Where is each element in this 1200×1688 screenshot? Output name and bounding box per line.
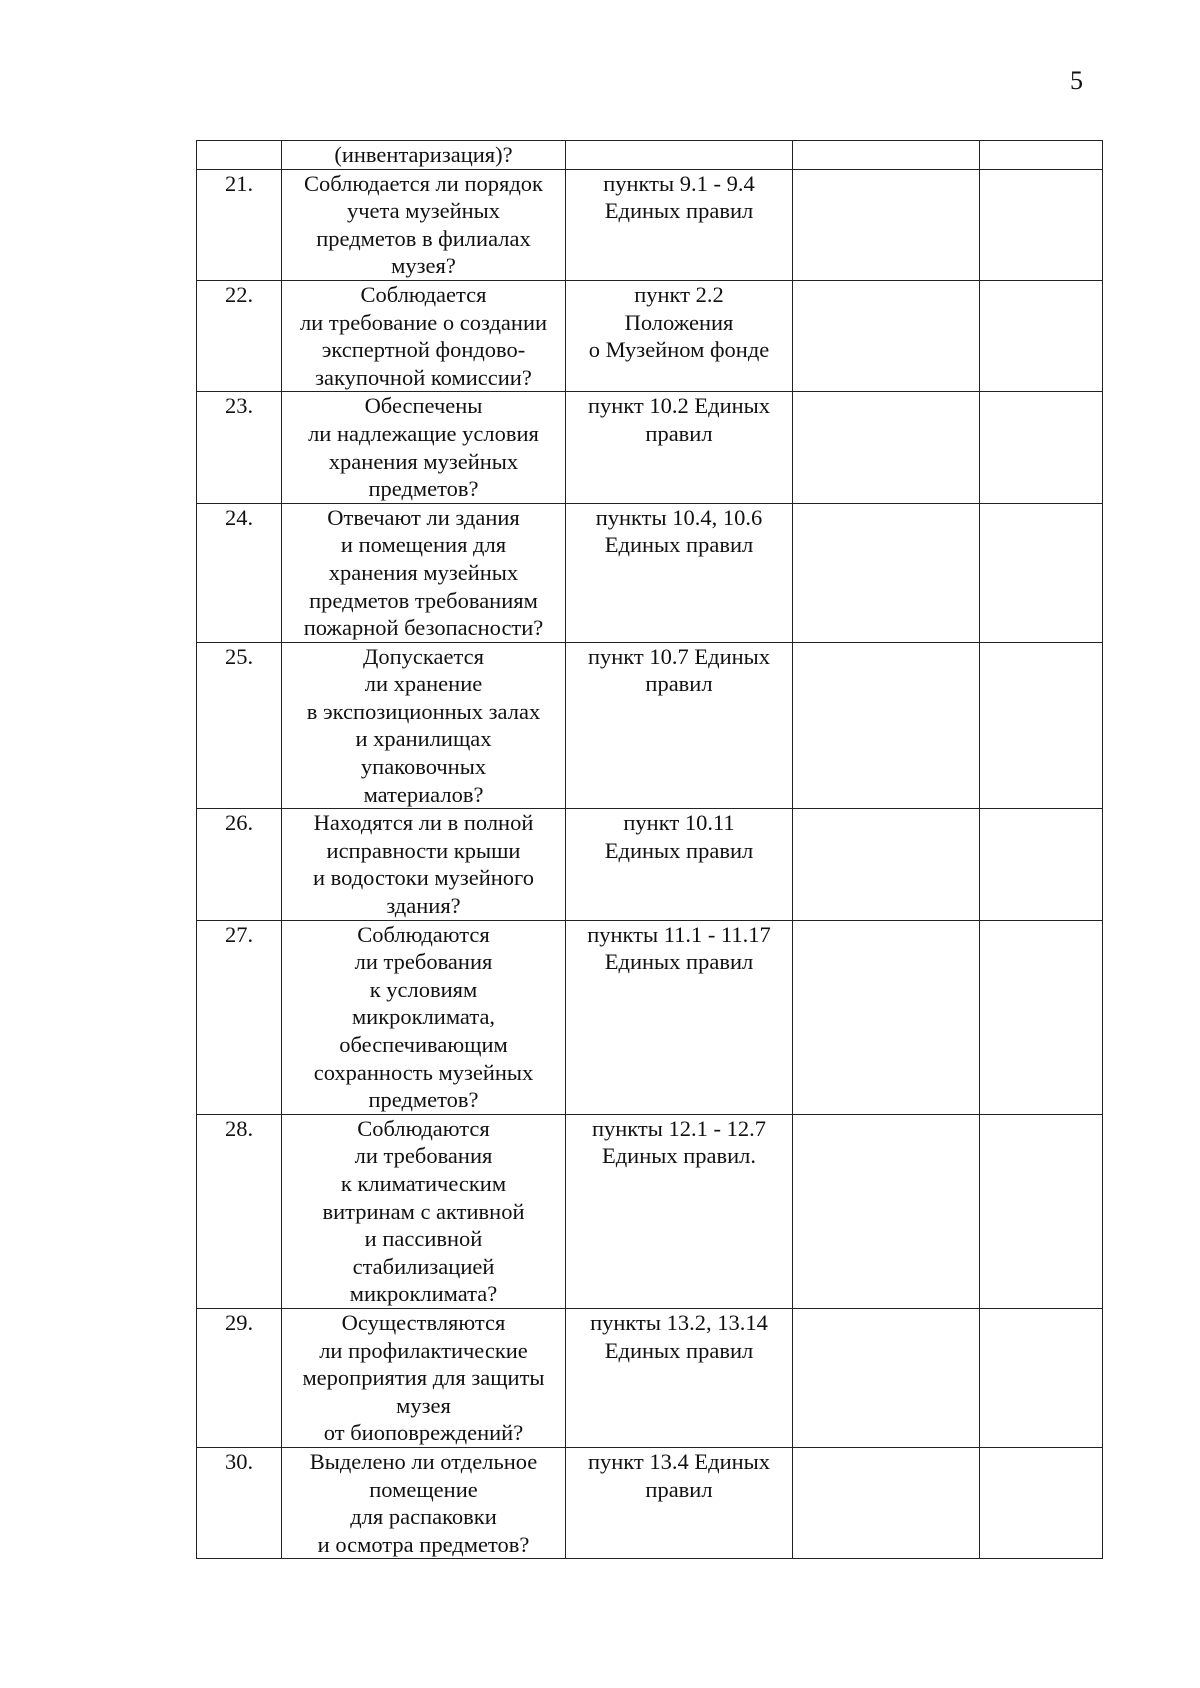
question-line: исправности крыши	[326, 837, 521, 863]
answer-cell	[793, 1308, 980, 1447]
question-line: Соблюдаются	[357, 1115, 490, 1141]
question-line: Отвечают ли здания	[327, 504, 520, 530]
table-row-continuation	[197, 141, 1103, 170]
reference-line: пункт 2.2	[634, 281, 724, 307]
row-number-cell: 28.	[197, 1114, 282, 1308]
table-row	[197, 1308, 1103, 1447]
question-line: Выделено ли отдельное	[309, 1448, 538, 1474]
reference-cell	[566, 503, 793, 642]
answer-cell	[793, 392, 980, 503]
reference-line: о Музейном фонде	[588, 337, 770, 363]
question-line: Соблюдается	[360, 281, 487, 307]
question-line: ли требования	[354, 949, 493, 975]
question-cell	[282, 920, 566, 1114]
question-line: предметов требованиям	[309, 587, 538, 613]
question-line: (инвентаризация)?	[334, 142, 513, 167]
question-line: упаковочных	[360, 754, 487, 780]
page-number: 5	[1070, 66, 1083, 95]
question-line: учета музейных	[346, 198, 501, 224]
note-cell	[980, 642, 1103, 809]
table-row	[197, 1114, 1103, 1308]
question-line: к климатическим	[340, 1170, 507, 1196]
table-row	[197, 920, 1103, 1114]
table-row	[197, 503, 1103, 642]
table-row	[197, 280, 1103, 391]
question-line: Соблюдается ли порядок	[304, 170, 543, 196]
question-cell	[282, 392, 566, 503]
question-cell	[282, 503, 566, 642]
reference-cell	[566, 642, 793, 809]
reference-line: пункты 13.2, 13.14	[590, 1309, 768, 1335]
table-row	[197, 1447, 1103, 1558]
question-cell	[282, 642, 566, 809]
question-line: от биоповреждений?	[323, 1420, 524, 1446]
question-line: предметов в филиалах	[316, 225, 531, 251]
reference-line: Единых правил	[604, 949, 754, 975]
note-cell	[980, 280, 1103, 391]
question-line: и помещения для	[340, 532, 507, 558]
question-cell	[282, 280, 566, 391]
question-line: музея	[396, 1392, 451, 1418]
question-line: ли профилактические	[319, 1337, 528, 1363]
question-line: ли хранение	[364, 671, 483, 697]
reference-line: пункты 12.1 - 12.7	[591, 1115, 767, 1141]
question-line: ли требование о создании	[299, 309, 548, 335]
question-line: для распаковки	[350, 1504, 497, 1530]
question-line: предметов?	[368, 476, 479, 502]
row-number-cell: 27.	[197, 920, 282, 1114]
answer-cell	[793, 1447, 980, 1558]
table-row	[197, 809, 1103, 920]
question-line: Соблюдаются	[357, 921, 490, 947]
question-line: хранения музейных	[328, 448, 519, 474]
question-line: пожарной безопасности?	[303, 615, 544, 641]
note-cell	[980, 920, 1103, 1114]
question-cell	[282, 1308, 566, 1447]
question-line: закупочной комиссии?	[315, 364, 532, 390]
row-number-cell: 26.	[197, 809, 282, 920]
question-line: Осуществляются	[341, 1309, 506, 1335]
question-line: сохранность музейных	[313, 1059, 534, 1085]
row-number-cell: 23.	[197, 392, 282, 503]
reference-cell	[566, 169, 793, 280]
table-row	[197, 169, 1103, 280]
reference-cell	[566, 1114, 793, 1308]
question-cell	[282, 1114, 566, 1308]
note-cell	[980, 141, 1103, 170]
reference-cell	[566, 920, 793, 1114]
question-cell	[282, 809, 566, 920]
row-number-cell: 24.	[197, 503, 282, 642]
question-line: витринам с активной	[322, 1198, 525, 1224]
question-line: здания?	[386, 893, 461, 919]
row-number-cell: 22.	[197, 280, 282, 391]
row-number-cell: 25.	[197, 642, 282, 809]
reference-cell	[566, 1447, 793, 1558]
reference-cell	[566, 392, 793, 503]
question-line: микроклимата,	[351, 1004, 496, 1030]
row-number-cell	[197, 141, 282, 170]
question-line: и осмотра предметов?	[317, 1531, 530, 1557]
answer-cell	[793, 642, 980, 809]
reference-line: пункт 10.7 Единых	[587, 643, 771, 669]
reference-line: правил	[645, 671, 713, 697]
question-line: Допускается	[363, 643, 484, 669]
question-line: и хранилищах	[355, 726, 492, 752]
reference-line: Единых правил	[604, 837, 754, 863]
reference-cell	[566, 1308, 793, 1447]
answer-cell	[793, 141, 980, 170]
reference-line: Единых правил	[604, 532, 754, 558]
question-line: экспертной фондово-	[321, 337, 526, 363]
question-cell	[282, 141, 566, 170]
reference-cell	[566, 280, 793, 391]
note-cell	[980, 392, 1103, 503]
question-line: и водостоки музейного	[313, 865, 534, 891]
question-line: обеспечивающим	[339, 1032, 508, 1057]
question-line: Находятся ли в полной	[313, 810, 534, 836]
reference-line: пункты 10.4, 10.6	[595, 504, 763, 530]
question-line: музея?	[391, 253, 456, 279]
answer-cell	[793, 280, 980, 391]
answer-cell	[793, 503, 980, 642]
reference-line: пункт 10.11	[623, 810, 735, 836]
note-cell	[980, 809, 1103, 920]
row-number-cell: 29.	[197, 1308, 282, 1447]
checklist-table	[196, 140, 1103, 1559]
table-row	[197, 642, 1103, 809]
note-cell	[980, 1114, 1103, 1308]
question-line: к условиям	[369, 976, 478, 1002]
reference-line: Единых правил.	[601, 1143, 757, 1169]
row-number-cell: 21.	[197, 169, 282, 280]
note-cell	[980, 169, 1103, 280]
reference-line: Единых правил	[604, 198, 754, 224]
reference-line: пункты 9.1 - 9.4	[603, 170, 755, 196]
checklist-table-body	[197, 141, 1103, 1559]
question-line: Обеспечены	[364, 393, 483, 419]
question-line: микроклимата?	[349, 1281, 498, 1307]
question-line: материалов?	[363, 781, 484, 807]
reference-line: пункт 10.2 Единых	[587, 393, 771, 419]
question-line: помещение	[369, 1476, 478, 1502]
reference-line: пункты 11.1 - 11.17	[587, 921, 771, 947]
answer-cell	[793, 169, 980, 280]
reference-line: правил	[645, 1476, 713, 1502]
note-cell	[980, 1308, 1103, 1447]
question-cell	[282, 169, 566, 280]
answer-cell	[793, 1114, 980, 1308]
question-line: хранения музейных	[328, 559, 519, 585]
question-line: предметов?	[368, 1087, 479, 1113]
table-row	[197, 392, 1103, 503]
reference-line: Положения	[624, 309, 734, 335]
answer-cell	[793, 809, 980, 920]
note-cell	[980, 503, 1103, 642]
question-cell	[282, 1447, 566, 1558]
question-line: в экспозиционных залах	[306, 698, 541, 724]
reference-line: правил	[645, 420, 713, 446]
answer-cell	[793, 920, 980, 1114]
reference-cell	[566, 809, 793, 920]
reference-line: Единых правил	[604, 1337, 754, 1363]
question-line: ли требования	[354, 1143, 493, 1169]
row-number-cell: 30.	[197, 1447, 282, 1558]
question-line: и пассивной	[364, 1226, 483, 1252]
reference-line: пункт 13.4 Единых	[587, 1448, 771, 1474]
question-line: ли надлежащие условия	[308, 420, 539, 446]
question-line: стабилизацией	[352, 1253, 495, 1279]
question-line: мероприятия для защиты	[302, 1365, 545, 1391]
reference-cell	[566, 141, 793, 170]
note-cell	[980, 1447, 1103, 1558]
